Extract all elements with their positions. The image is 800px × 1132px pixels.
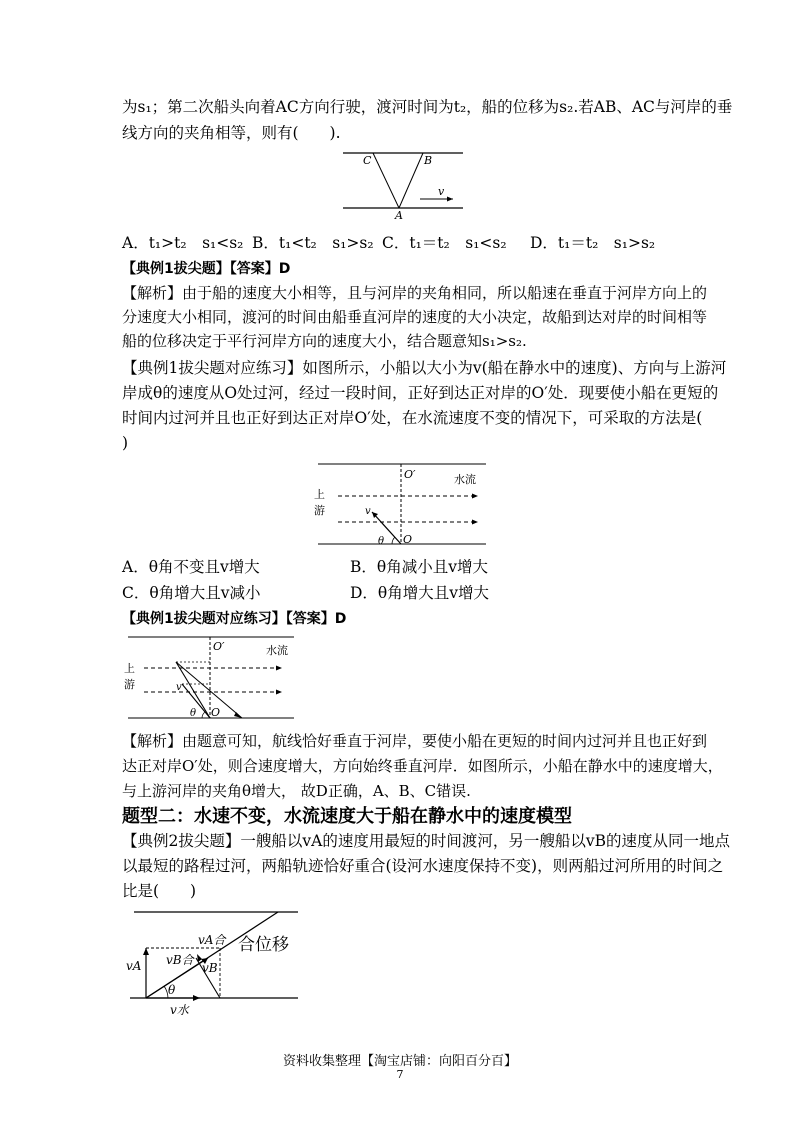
q1-answer: 【典例1拔尖题】【答案】D (122, 261, 291, 277)
label-b: B (424, 154, 433, 167)
practice-line4: ) (122, 434, 129, 452)
q1-line1: 为s₁；第二次船头向着AC方向行驶，渡河时间为t₂，船的位移为s₂.若AB、AC与河岸的垂 (122, 98, 733, 116)
label-v: v (438, 185, 445, 198)
label-v: v (365, 506, 371, 517)
label-water: 水流 (266, 644, 288, 657)
label-theta: θ (190, 708, 197, 719)
page-number: 7 (396, 1068, 404, 1081)
practice-line2: 岸成θ的速度从O处过河，经过一段时间，正好到达正对岸的O′处．现要使小船在更短的 (122, 384, 719, 402)
label-v-shui: v水 (170, 1003, 189, 1017)
practice-option-b: B．θ角减小且v增大 (350, 558, 488, 576)
q1-analysis-2: 分速度大小相同，渡河的时间由船垂直河岸的速度的大小决定，故船到达对岸的时间相等 (122, 308, 708, 326)
q1-option-c: C．t₁＝t₂ s₁<s₂ (382, 234, 507, 252)
practice-figure (308, 458, 493, 550)
q1-line2: 线方向的夹角相等，则有( ). (122, 124, 341, 142)
q1-analysis-3: 船的位移决定于平行河岸方向的速度大小，结合题意知s₁>s₂. (122, 332, 527, 350)
label-o-top: O′ (404, 468, 416, 481)
practice-option-d: D．θ角增大且v增大 (350, 584, 490, 602)
section2-line2: 以最短的路程过河，两船轨迹恰好重合(设河水速度保持不变)，则两船过河所用的时间之 (122, 857, 724, 875)
label-c: C (363, 154, 372, 167)
label-up2: 游 (314, 504, 325, 517)
q1-option-d: D．t₁＝t₂ s₁>s₂ (530, 234, 656, 252)
q1-analysis-1: 【解析】由于船的速度大小相等，且与河岸的夹角相同，所以船速在垂直于河岸方向上的 (122, 284, 708, 302)
section2-figure (120, 908, 320, 1026)
practice-line1: 【典例1拔尖题对应练习】如图所示，小船以大小为v(船在静水中的速度)、方向与上游河 (122, 359, 727, 377)
practice-line3: 时间内过河并且也正好到达正对岸O′处，在水流速度不变的情况下，可采取的方法是( (122, 409, 703, 427)
label-vb: vB (202, 961, 218, 975)
label-vb-he: vB合 (166, 953, 194, 967)
q1-option-a: A．t₁>t₂ s₁<s₂ (122, 234, 244, 252)
label-up1: 上 (124, 662, 135, 675)
practice-analysis-3: 与上游河岸的夹角θ增大， 故D正确，A、B、C错误. (122, 782, 471, 800)
practice-option-c: C．θ角增大且v减小 (122, 584, 261, 602)
label-theta: θ (168, 983, 176, 997)
practice-option-a: A．θ角不变且v增大 (122, 558, 260, 576)
label-o-top: O′ (213, 640, 225, 653)
label-up2: 游 (124, 678, 135, 691)
practice-analysis-1: 【解析】由题意可知，航线恰好垂直于河岸，要使小船在更短的时间内过河并且也正好到 (122, 732, 708, 750)
q1-option-b: B．t₁<t₂ s₁>s₂ (252, 234, 374, 252)
label-up1: 上 (314, 488, 325, 501)
label-a: A (395, 209, 403, 220)
practice-answer: 【典例1拔尖题对应练习】【答案】D (122, 611, 347, 627)
practice-answer-figure (122, 632, 300, 724)
label-theta: θ (378, 536, 385, 547)
section2-heading: 题型二：水速不变，水流速度大于船在静水中的速度模型 (122, 806, 572, 827)
section2-line1: 【典例2拔尖题】一艘船以vA的速度用最短的时间渡河，另一艘船以vB的速度从同一地点 (122, 832, 730, 850)
label-o: O (403, 533, 413, 546)
label-va: vA (126, 959, 142, 973)
section2-line3: 比是( ) (122, 882, 197, 900)
label-va-he: vA合 (198, 933, 226, 947)
footer-shop: 资料收集整理【淘宝店铺：向阳百分百】 (282, 1054, 517, 1069)
label-he-wei-yi: 合位移 (238, 935, 289, 955)
q1-figure (335, 148, 470, 220)
label-water: 水流 (454, 473, 476, 486)
label-v: v (176, 682, 182, 693)
practice-analysis-2: 达正对岸O′处，则合速度增大，方向始终垂直河岸．如图所示，小船在静水中的速度增大， (122, 757, 723, 775)
label-o: O (211, 706, 221, 719)
